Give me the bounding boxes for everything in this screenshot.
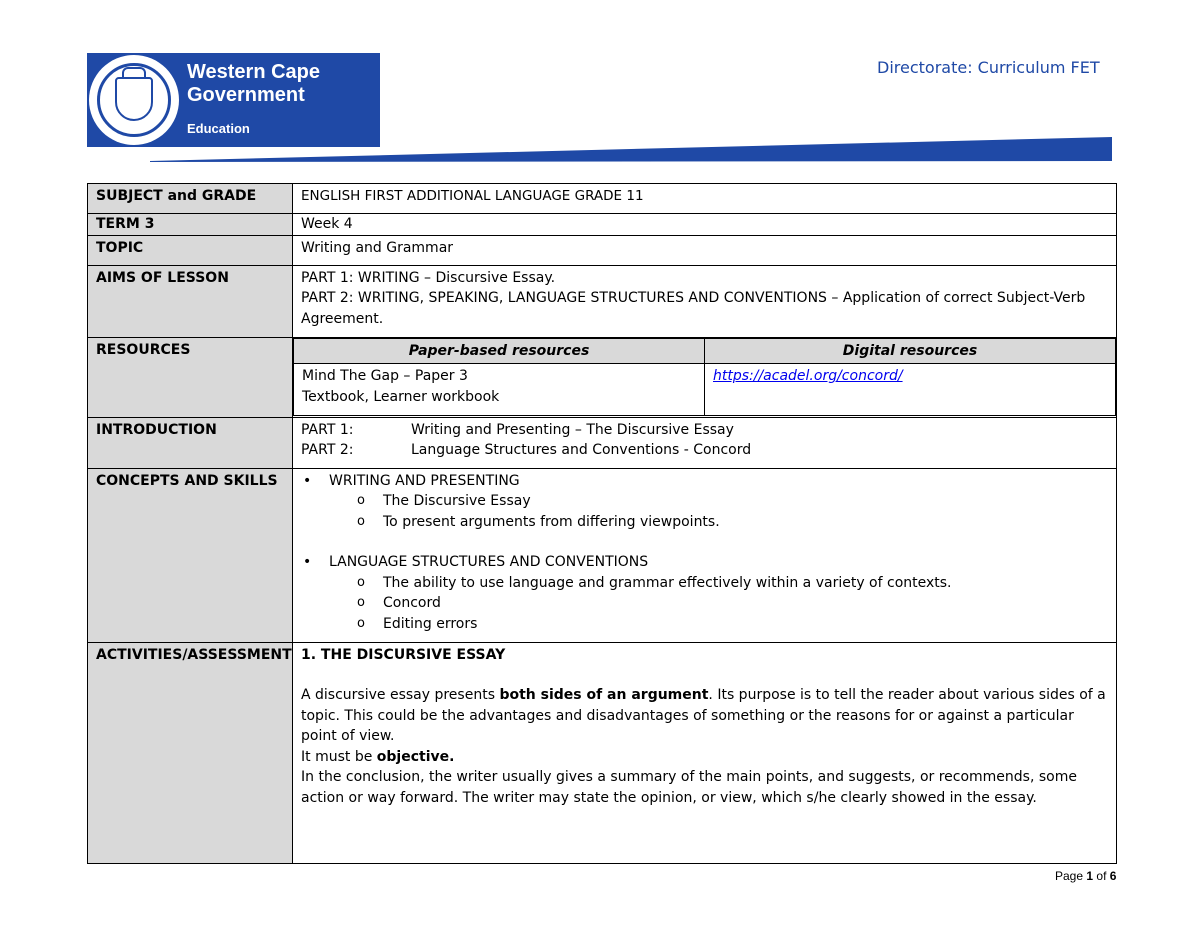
concept-sub-item: o The ability to use language and grammar effectively within a variety of contexts. <box>301 573 1108 594</box>
western-cape-logo <box>87 53 380 147</box>
label-term: TERM 3 <box>88 214 293 236</box>
paper-resource-1: Mind The Gap – Paper 3 <box>302 368 468 384</box>
row-subject <box>88 184 1117 214</box>
resources-paper-header: Paper-based resources <box>294 338 705 364</box>
intro-part-2 <box>301 440 1108 461</box>
row-term <box>88 214 1117 236</box>
page-current: 1 <box>1086 869 1094 883</box>
concept-heading: WRITING AND PRESENTING <box>329 472 520 489</box>
row-concepts <box>88 468 1117 642</box>
coat-of-arms-icon <box>89 55 179 145</box>
p2-bold: objective. <box>376 748 455 765</box>
logo-subtitle: Education <box>187 121 250 136</box>
row-introduction <box>88 417 1117 468</box>
row-topic <box>88 235 1117 265</box>
resources-paper-cell <box>294 364 705 416</box>
resources-table <box>293 338 1116 417</box>
aims-line-2: PART 2: WRITING, SPEAKING, LANGUAGE STRUCTURES AND CONVENTIONS – Application of correct Subject-Verb Agreement. <box>301 290 1086 327</box>
directorate-title: Directorate: Curriculum FET <box>877 58 1100 77</box>
header-wedge-divider <box>150 134 1112 164</box>
concept-bullet <box>301 471 1108 533</box>
concept-sub-item: o Concord <box>301 593 1108 614</box>
activities-heading: 1. THE DISCURSIVE ESSAY <box>301 646 506 663</box>
paper-resource-2: Textbook, Learner workbook <box>302 388 500 405</box>
concept-sub-item: o To present arguments from differing viewpoints. <box>301 512 1108 533</box>
value-resources <box>293 337 1117 417</box>
concepts-list <box>301 471 1108 635</box>
page-of: of <box>1096 869 1107 883</box>
p1-text-a: A discursive essay presents <box>301 687 500 703</box>
row-activities <box>88 642 1117 863</box>
concept-heading: LANGUAGE STRUCTURES AND CONVENTIONS <box>329 554 649 570</box>
label-aims: AIMS OF LESSON <box>88 265 293 337</box>
resources-digital-header: Digital resources <box>705 338 1116 364</box>
lesson-plan-table <box>87 183 1117 864</box>
page-total: 6 <box>1109 869 1117 883</box>
p2-text-a: It must be <box>301 748 377 765</box>
page-word: Page <box>1055 869 1084 883</box>
intro-part-1-label: PART 1: <box>301 421 354 438</box>
intro-part-2-label: PART 2: <box>301 442 354 458</box>
label-subject: SUBJECT and GRADE <box>88 184 293 214</box>
p1-text-b: . Its purpose is to tell the reader about various sides of a topic. This could be the advantages and disadvantages of something or the reasons for or against a particular point of view. <box>301 687 1106 744</box>
label-activities: ACTIVITIES/ASSESSMENT <box>88 642 293 863</box>
label-resources: RESOURCES <box>88 337 293 417</box>
intro-part-2-text: Language Structures and Conventions - Concord <box>411 442 752 458</box>
label-introduction: INTRODUCTION <box>88 417 293 468</box>
value-subject: ENGLISH FIRST ADDITIONAL LANGUAGE GRADE 11 <box>293 184 1117 214</box>
concept-bullet <box>301 552 1108 634</box>
activities-paragraph-3: In the conclusion, the writer usually gives a summary of the main points, and suggests, or recommends, some action or way forward. The writer may state the opinion, or view, which s/he clearly showed in the essay. <box>301 769 1077 806</box>
concept-sub-item: o The Discursive Essay <box>301 491 1108 512</box>
intro-part-1 <box>301 420 1108 441</box>
concept-sub-item: o Editing errors <box>301 614 1108 635</box>
p1-bold: both sides of an argument <box>499 687 709 703</box>
activities-paragraph-2 <box>301 747 1108 768</box>
concord-link[interactable]: https://acadel.org/concord/ <box>713 368 903 384</box>
intro-part-1-text: Writing and Presenting – The Discursive Essay <box>411 421 734 438</box>
value-aims <box>293 265 1117 337</box>
value-activities <box>293 642 1117 863</box>
row-aims <box>88 265 1117 337</box>
logo-title: Western Cape Government <box>187 61 321 106</box>
row-resources <box>88 337 1117 417</box>
label-topic: TOPIC <box>88 235 293 265</box>
resources-digital-cell <box>705 364 1116 416</box>
value-topic: Writing and Grammar <box>293 235 1117 265</box>
value-concepts <box>293 468 1117 642</box>
value-term: Week 4 <box>293 214 1117 236</box>
label-concepts: CONCEPTS AND SKILLS <box>88 468 293 642</box>
activities-paragraph-1 <box>301 685 1108 747</box>
value-introduction <box>293 417 1117 468</box>
page-number <box>1055 869 1116 883</box>
aims-line-1: PART 1: WRITING – Discursive Essay. <box>301 269 556 286</box>
